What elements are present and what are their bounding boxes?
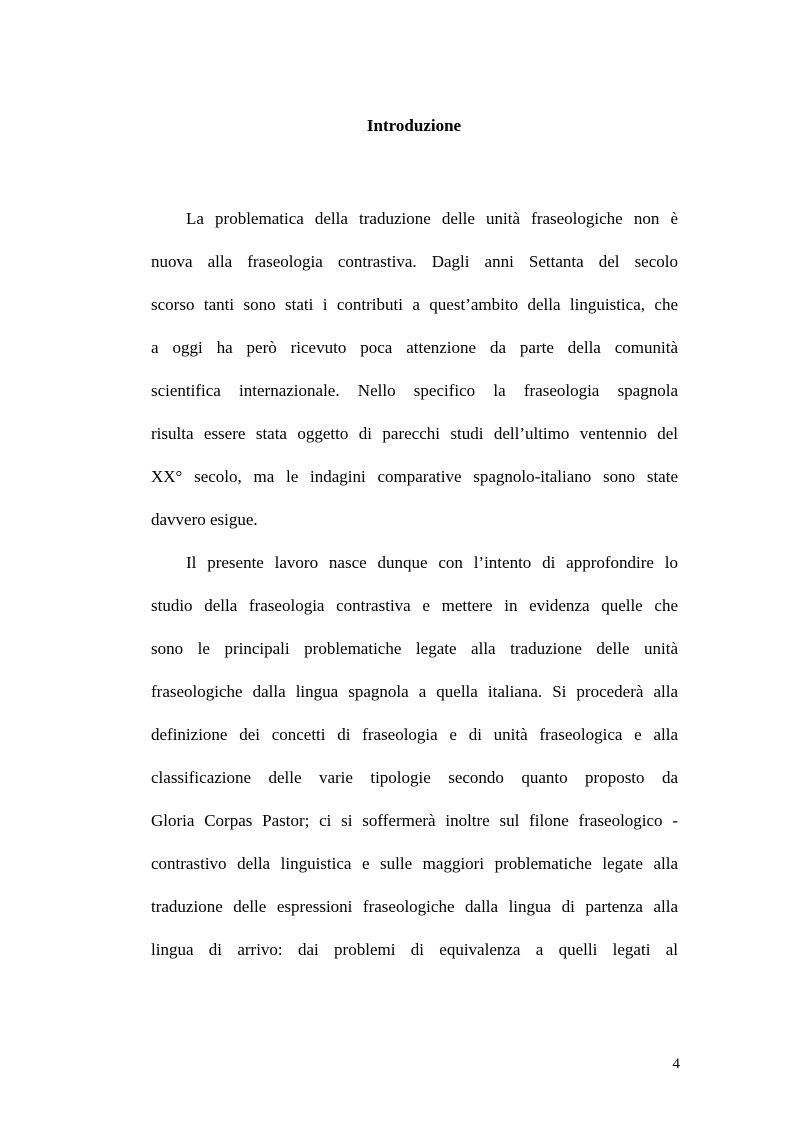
paragraph-line: studio della fraseologia contrastiva e mettere in evidenza quelle che — [151, 596, 678, 615]
paragraph-line: scientifica internazionale. Nello specifico la fraseologia spagnola — [151, 381, 678, 400]
paragraph-line: lingua di arrivo: dai problemi di equivalenza a quelli legati al — [151, 940, 678, 959]
paragraph-line: davvero esigue. — [151, 510, 258, 529]
paragraph-line: nuova alla fraseologia contrastiva. Dagli anni Settanta del secolo — [151, 252, 678, 271]
paragraph-line: risulta essere stata oggetto di parecchi studi dell’ultimo ventennio del — [151, 424, 678, 443]
chapter-title: Introduzione — [366, 116, 462, 135]
paragraph-line: scorso tanti sono stati i contributi a quest’ambito della linguistica, che — [151, 295, 678, 314]
paragraph-line: contrastivo della linguistica e sulle maggiori problematiche legate alla — [151, 854, 678, 873]
paragraph-line: a oggi ha però ricevuto poca attenzione da parte della comunità — [151, 338, 678, 357]
paragraph-line: sono le principali problematiche legate alla traduzione delle unità — [151, 639, 678, 658]
paragraph-line: Gloria Corpas Pastor; ci si soffermerà inoltre sul filone fraseologico - — [151, 811, 678, 830]
paragraph-1 — [151, 197, 678, 541]
paragraph-line: fraseologiche dalla lingua spagnola a quella italiana. Si procederà alla — [151, 682, 678, 701]
body-text — [151, 197, 678, 971]
page-number: 4 — [672, 1056, 680, 1072]
paragraph-line: Il presente lavoro nasce dunque con l’intento di approfondire lo — [186, 553, 678, 572]
paragraph-line: XX° secolo, ma le indagini comparative spagnolo-italiano sono state — [151, 467, 678, 486]
paragraph-line: La problematica della traduzione delle unità fraseologiche non è — [186, 209, 678, 228]
paragraph-2 — [151, 541, 678, 971]
paragraph-line: classificazione delle varie tipologie secondo quanto proposto da — [151, 768, 678, 787]
paragraph-line: traduzione delle espressioni fraseologiche dalla lingua di partenza alla — [151, 897, 678, 916]
paragraph-line: definizione dei concetti di fraseologia e di unità fraseologica e alla — [151, 725, 678, 744]
